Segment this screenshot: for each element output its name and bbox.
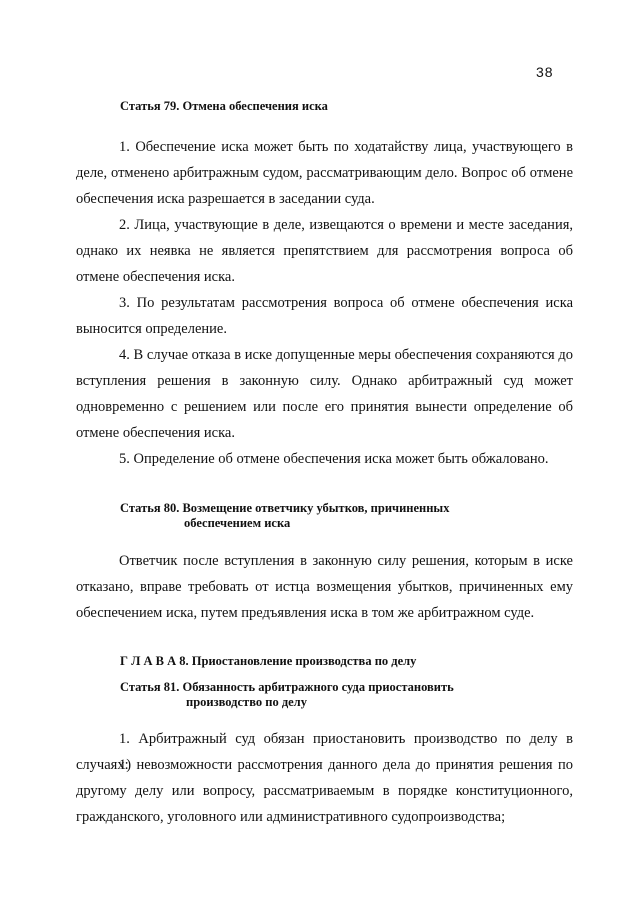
article-80-title [120,501,449,531]
chapter-8-title: Г Л А В А 8. Приостановление производства по делу [120,654,417,668]
article-80-title-line-1: Статья 80. Возмещение ответчику убытков, причиненных [120,501,450,515]
article-80-title-line-2: обеспечением иска [184,516,291,530]
article-79-paragraph-1: 1. Обеспечение иска может быть по ходатайству лица, участвующего в деле, отменено арбитражным судом, рассматривающим дело. Вопрос об отмене обеспечения иска разрешается в заседании суда. [76,139,573,207]
article-81-title [120,680,454,710]
page-number: 38 [536,64,554,80]
article-79-title: Статья 79. Отмена обеспечения иска [120,99,328,113]
article-79-paragraph-5: 5. Определение об отмене обеспечения иска может быть обжаловано. [119,451,549,467]
article-81-title-line-2: производство по делу [186,695,307,709]
article-79-paragraph-2: 2. Лица, участвующие в деле, извещаются о времени и месте заседания, однако их неявка не является препятствием для рассмотрения вопроса об отмене обеспечения иска. [76,217,573,285]
article-81-paragraph-2: 1) невозможности рассмотрения данного дела до принятия решения по другому делу или вопросу, рассматриваемым в порядке конституционного, гражданского, уголовного или административного судопроизводства; [76,757,573,825]
article-81-paragraph-1: 1. Арбитражный суд обязан приостановить производство по делу в случаях: [76,731,573,773]
article-80-paragraph-1: Ответчик после вступления в законную силу решения, которым в иске отказано, вправе требовать от истца возмещения убытков, причиненных ему обеспечением иска, путем предъявления иска в том же арбитражном суде. [76,553,573,621]
article-81-title-line-1: Статья 81. Обязанность арбитражного суда приостановить [120,680,454,694]
article-79-paragraph-4: 4. В случае отказа в иске допущенные меры обеспечения сохраняются до вступления решения в законную силу. Однако арбитражный суд может одновременно с решением или после его принятия вынести определение об отмене обеспечения иска. [76,347,573,441]
article-79-paragraph-3: 3. По результатам рассмотрения вопроса об отмене обеспечения иска выносится определение. [76,295,573,337]
